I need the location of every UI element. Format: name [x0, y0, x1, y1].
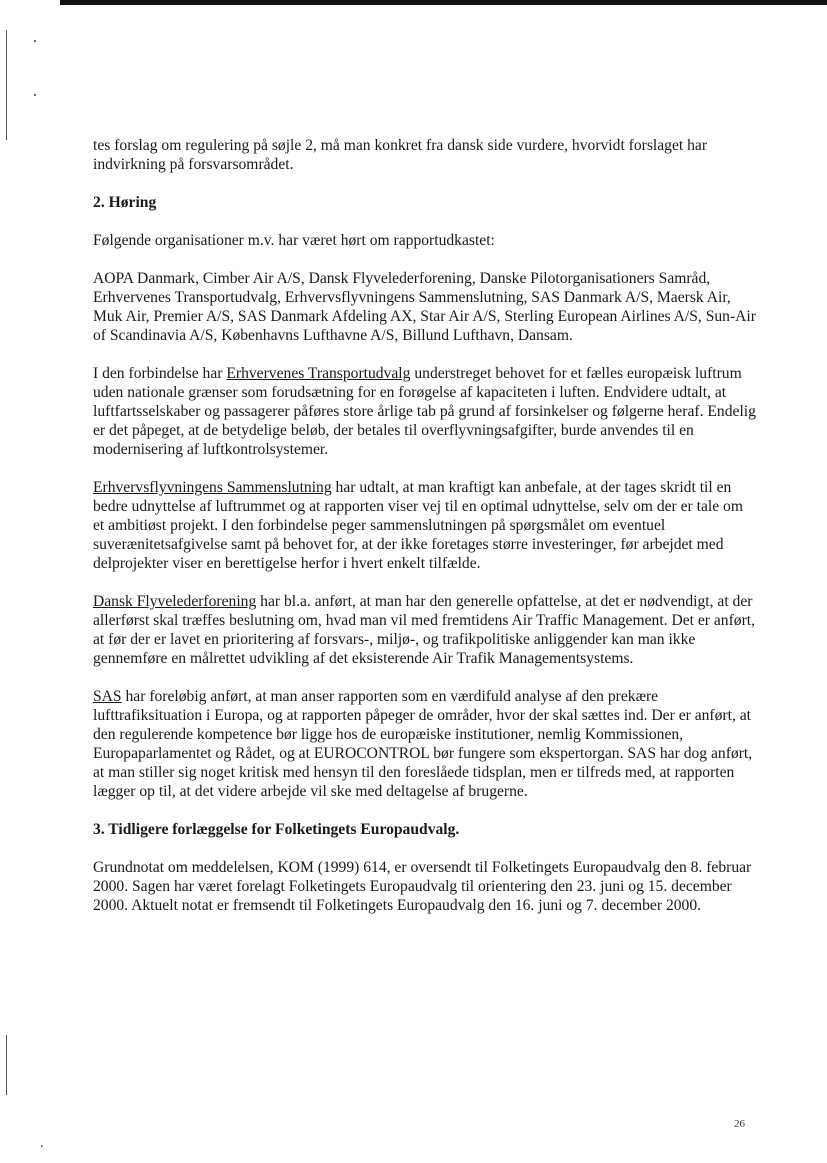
- scan-speck: [34, 40, 36, 42]
- org-name: Dansk Flyvelederforening: [93, 593, 257, 610]
- scan-artifact: .: [40, 1136, 44, 1151]
- org-name: Erhvervsflyvningens Sammenslutning: [93, 479, 332, 496]
- document-body: [93, 136, 758, 934]
- intro-paragraph: tes forslag om regulering på søjle 2, må man konkret fra dansk side vurdere, hvorvidt forslaget har indvirkning på forsvarsområdet.: [93, 137, 708, 173]
- paragraph-erhvervsflyvningens: [93, 478, 758, 573]
- page-number: 26: [734, 1118, 745, 1130]
- org-name: Erhvervenes Transportudvalg: [226, 365, 411, 382]
- consulted-intro: Følgende organisationer m.v. har været hørt om rapportudkastet:: [93, 232, 495, 249]
- org-name: SAS: [93, 688, 122, 705]
- paragraph-sas: [93, 687, 758, 801]
- scan-left-edge-mark: [6, 30, 7, 140]
- section-heading-horing: 2. Høring: [93, 194, 157, 211]
- section-heading-forlaeggelse: 3. Tidligere forlæggelse for Folketingets Europaudvalg.: [93, 821, 460, 838]
- paragraph-text: har foreløbig anført, at man anser rapporten som en værdifuld analyse af den prekære lufttrafiksituation i Europa, og at rapporten påpeger de områder, hvor der skal sættes ind. Der er anført, at den regulerende kompetence bør ligge hos de europæiske institutioner, nemlig Kommissionen, Europaparlamentet og Rådet, og at EUROCONTROL bør fungere som ekspertorgan. SAS har dog anført, at man stiller sig noget kritisk med hensyn til den foreslåede tidsplan, men er tilfreds med, at rapporten lægger op til, at det videre arbejde vil ske med deltagelse af brugerne.: [93, 688, 753, 800]
- paragraph-lead: I den forbindelse har: [93, 365, 227, 382]
- paragraph-text: har udtalt, at man kraftigt kan anbefale, at der tages skridt til en bedre udnyttelse af luftrummet og at rapporten viser vej til en optimal udnyttelse, selv om der er tale om et ambitiøst projekt. I den forbindelse peger sammenslutningen på spørgsmålet om eventuel suverænitetsafgivelse samt på behovet for, at der ikke foretages større investeringer, før arbejdet med delprojekter viser en berettigelse herfor i hvert enkelt tilfælde.: [93, 479, 743, 572]
- consulted-orgs-list: AOPA Danmark, Cimber Air A/S, Dansk Flyvelederforening, Danske Pilotorganisationers Samråd, Erhvervenes Transportudvalg, Erhvervsflyvningens Sammenslutning, SAS Danmark A/S, Maersk Air, Muk Air, Premier A/S, SAS Danmark Afdeling AX, Star Air A/S, Sterling European Airlines A/S, Sun-Air of Scandinavia A/S, Københavns Lufthavne A/S, Billund Lufthavn, Dansam.: [93, 270, 756, 344]
- scan-speck: [34, 94, 36, 96]
- paragraph-text: har bl.a. anført, at man har den generelle opfattelse, at det er nødvendigt, at der allerførst skal træffes beslutning om, hvad man vil med fremtidens Air Traffic Management. Det er anført, at før der er lavet en prioritering af forsvars-, miljø-, og trafikpolitiske anliggender kan man ikke gennemføre en målrettet udvikling af det eksisterende Air Trafik Managementsystems.: [93, 593, 756, 667]
- paragraph-text: understreget behovet for et fælles europæisk luftrum uden nationale grænser som forudsætning for en forøgelse af kapaciteten i luften. Endvidere udtalt, at luftfartsselskaber og passagerer påføres store årlige tab på grund af forsinkelser og følgerne heraf. Endelig er det påpeget, at de betydelige beløb, der betales til overflyvningsafgifter, burde anvendes til en modernisering af luftkontrolsystemer.: [93, 365, 756, 458]
- scan-top-edge: [60, 0, 827, 5]
- scan-left-edge-mark: [6, 1035, 7, 1095]
- section3-paragraph: Grundnotat om meddelelsen, KOM (1999) 614, er oversendt til Folketingets Europaudvalg den 8. februar 2000. Sagen har været forelagt Folketingets Europaudvalg til orientering den 23. juni og 15. december 2000. Aktuelt notat er fremsendt til Folketingets Europaudvalg den 16. juni og 7. december 2000.: [93, 859, 752, 914]
- paragraph-erhvervenes: [93, 364, 758, 459]
- paragraph-flyvelederforening: [93, 592, 758, 668]
